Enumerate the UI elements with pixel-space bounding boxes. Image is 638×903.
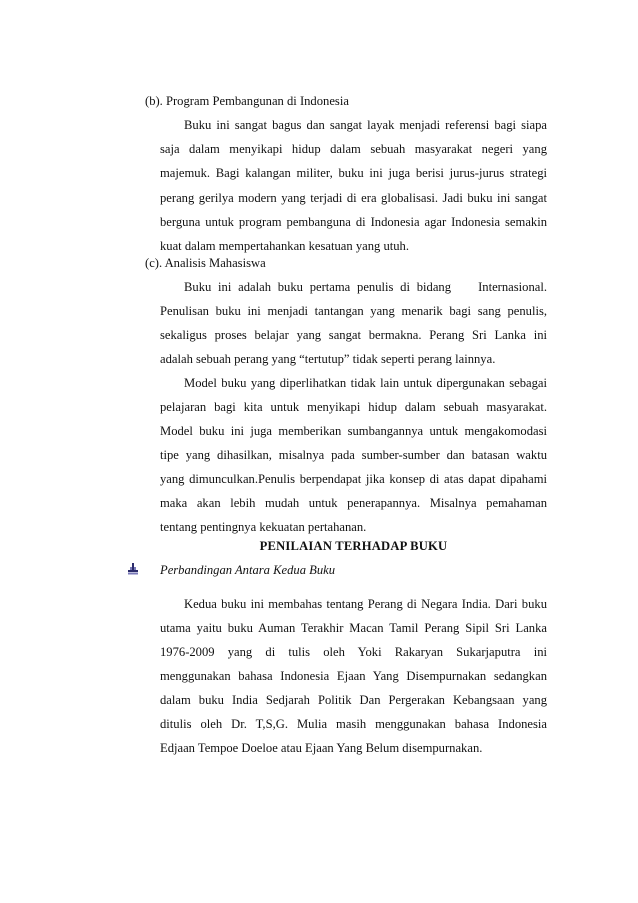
comparison-line: Edjaan Tempoe Doeloe atau Ejaan Yang Belum disempurnakan. [160, 741, 483, 755]
section-c-line: pelajaran bagi kita untuk menyikapi hidup dalam sebuah masyarakat. [160, 400, 547, 414]
comparison-line: Kedua buku ini membahas tentang Perang di Negara India. Dari buku [184, 597, 547, 611]
section-b-line: berguna untuk program pembanguna di Indonesia agar Indonesia semakin [160, 215, 547, 229]
section-b-heading: (b). Program Pembangunan di Indonesia [145, 94, 349, 108]
section-c-line: Buku ini adalah buku pertama penulis di bidang Internasional. [184, 280, 547, 294]
section-c-line: Penulisan buku ini menjadi tantangan yang menarik bagi sang penulis, [160, 304, 547, 318]
section-title: PENILAIAN TERHADAP BUKU [259, 539, 448, 553]
section-b-line: saja dalam menyikapi hidup dalam sebuah masyarakat negeri yang [160, 142, 547, 156]
section-c-line: tipe yang dihasilkan, misalnya pada sumber-sumber dan batasan waktu [160, 448, 547, 462]
section-b-line: majemuk. Bagi kalangan militer, buku ini juga berisi jurus-jurus strategi [160, 166, 547, 180]
section-b-line: Buku ini sangat bagus dan sangat layak menjadi referensi bagi siapa [184, 118, 547, 132]
bullet-arrow-icon [128, 563, 138, 575]
section-c-line: Model buku yang diperlihatkan tidak lain untuk dipergunakan sebagai [184, 376, 547, 390]
comparison-line: menggunakan bahasa Indonesia Ejaan Yang Disempurnakan sedangkan [160, 669, 547, 683]
subsection-title: Perbandingan Antara Kedua Buku [160, 563, 336, 577]
section-b-line: perang gerilya modern yang terjadi di era globalisasi. Jadi buku ini sangat [160, 191, 547, 205]
section-c-line: yang dimunculkan.Penulis berpendapat jika konsep di atas dapat dipahami [160, 472, 547, 486]
section-c-line: maka akan lebih mudah untuk penerapannya. Misalnya pemahaman [160, 496, 547, 510]
section-c-line: tentang pentingnya kekuatan pertahanan. [160, 520, 367, 534]
comparison-line: utama yaitu buku Auman Terakhir Macan Tamil Perang Sipil Sri Lanka [160, 621, 547, 635]
section-c-line: adalah sebuah perang yang “tertutup” tidak seperti perang lainnya. [160, 352, 496, 366]
comparison-line: ditulis oleh Dr. T,S,G. Mulia masih menggunakan bahasa Indonesia [160, 717, 547, 731]
comparison-line: dalam buku India Sedjarah Politik Dan Pergerakan Kebangsaan yang [160, 693, 547, 707]
comparison-line: 1976-2009 yang di tulis oleh Yoki Rakaryan Sukarjaputra ini [160, 645, 547, 659]
section-c-line: Model buku ini juga memberikan sumbangannya untuk mengakomodasi [160, 424, 547, 438]
section-b-line: kuat dalam mempertahankan kesatuan yang utuh. [160, 239, 409, 253]
section-c-heading: (c). Analisis Mahasiswa [145, 256, 266, 270]
section-c-line: sekaligus proses belajar yang sangat bermakna. Perang Sri Lanka ini [160, 328, 547, 342]
